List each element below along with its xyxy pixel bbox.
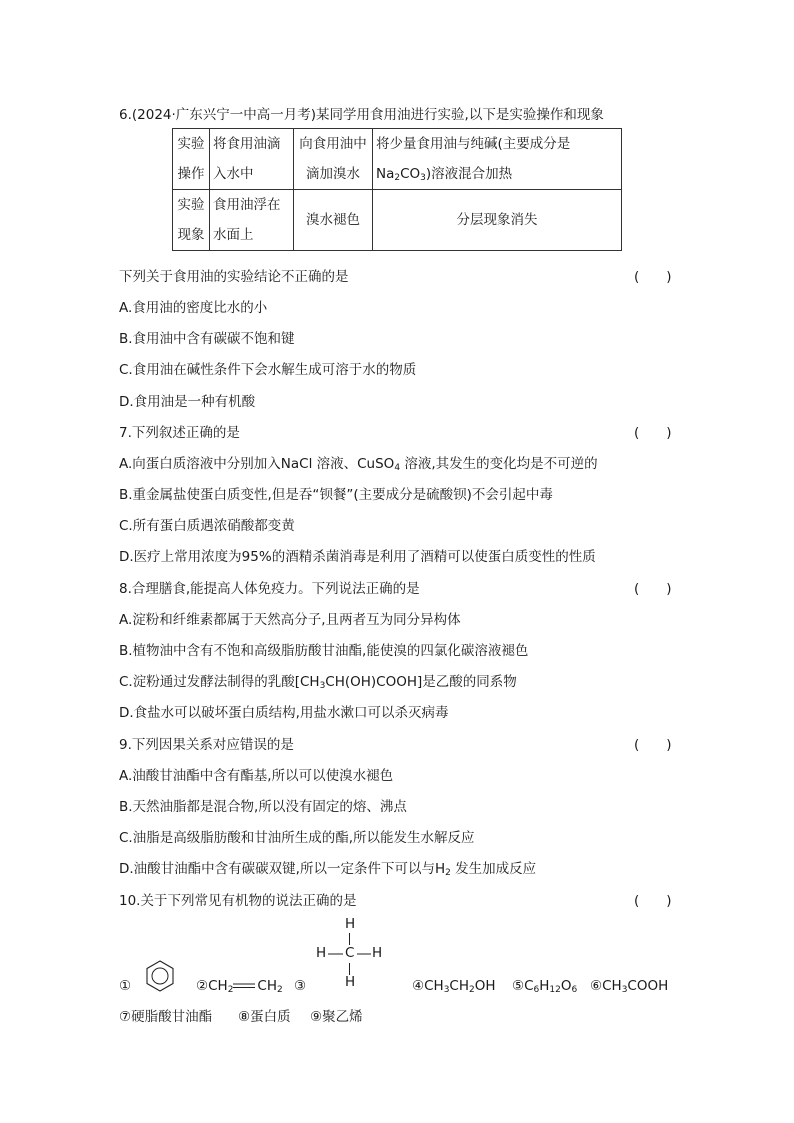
table-cell: 将少量食用油与纯碱(主要成分是 $Na_2CO_3$)溶液混合加热 bbox=[373, 129, 622, 190]
table-cell: 将食用油滴 入水中 bbox=[210, 129, 294, 190]
q6-title: 6.(2024·广东兴宁一中高一月考)某同学用食用油进行实验,以下是实验操作和现象 bbox=[119, 107, 604, 123]
q8-title: 8.合理膳食,能提高人体免疫力。下列说法正确的是 bbox=[119, 581, 420, 597]
answer-blank: ( ) bbox=[634, 893, 672, 909]
q7-option-d: D.医疗上常用浓度为95%的酒精杀菌消毒是利用了酒精可以使蛋白质变性的性质 bbox=[119, 549, 596, 565]
table-cell: 向食用油中 滴加溴水 bbox=[294, 129, 373, 190]
q8-option-d: D.食盐水可以破坏蛋白质结构,用盐水漱口可以杀灭病毒 bbox=[119, 705, 449, 721]
q9-option-d: D.油酸甘油酯中含有碳碳双键,所以一定条件下可以与$H_2$ 发生加成反应 bbox=[119, 861, 537, 878]
q10-item-3: ③ bbox=[294, 978, 307, 994]
q8-option-b: B.植物油中含有不饱和高级脂肪酸甘油酯,能使溴的四氯化碳溶液褪色 bbox=[119, 643, 529, 659]
table-header-operation: 实验 操作 bbox=[173, 129, 210, 190]
methane-bonds-icon bbox=[316, 916, 386, 996]
answer-blank: ( ) bbox=[634, 269, 672, 285]
q10-title: 10.关于下列常见有机物的说法正确的是 bbox=[119, 893, 357, 909]
table-header-phenomenon: 实验 现象 bbox=[173, 190, 210, 251]
q10-item-6: $⑥CH_3COOH$ bbox=[590, 978, 669, 995]
q6-option-b: B.食用油中含有碳碳不饱和键 bbox=[119, 331, 295, 347]
benzene-structure-icon bbox=[140, 958, 180, 992]
q9-option-c: C.油脂是高级脂肪酸和甘油所生成的酯,所以能发生水解反应 bbox=[119, 830, 475, 846]
q10-item-4: $④CH_3CH_2OH$ bbox=[412, 978, 496, 995]
table-cell: 分层现象消失 bbox=[373, 190, 622, 251]
q6-option-c: C.食用油在碱性条件下会水解生成可溶于水的物质 bbox=[119, 362, 417, 378]
q9-option-a: A.油酸甘油酯中含有酯基,所以可以使溴水褪色 bbox=[119, 768, 394, 784]
double-bond-icon bbox=[232, 982, 256, 990]
q8-option-a: A.淀粉和纤维素都属于天然高分子,且两者互为同分异构体 bbox=[119, 612, 461, 628]
q6-option-d: D.食用油是一种有机酸 bbox=[119, 394, 256, 410]
q7-option-b: B.重金属盐使蛋白质变性,但是吞“钡餐”(主要成分是硫酸钡)不会引起中毒 bbox=[119, 487, 553, 503]
q8-option-c: C.淀粉通过发酵法制得的乳酸$[CH_3CH(OH)COOH]$是乙酸的同系物 bbox=[119, 674, 517, 691]
answer-blank: ( ) bbox=[634, 581, 672, 597]
table-cell: 溴水褪色 bbox=[294, 190, 373, 251]
table-cell: 食用油浮在 水面上 bbox=[210, 190, 294, 251]
q7-option-a: A.向蛋白质溶液中分别加入NaCl 溶液、CuSO$_4$ 溶液,其发生的变化均是不可逆的 bbox=[119, 456, 598, 473]
q7-title: 7.下列叙述正确的是 bbox=[119, 425, 240, 441]
answer-blank: ( ) bbox=[634, 737, 672, 753]
q10-item-9: ⑨聚乙烯 bbox=[310, 1009, 363, 1025]
q10-item-2: $②CH_2$ $CH_2$ bbox=[196, 978, 283, 995]
q10-item-7: ⑦硬脂酸甘油酯 bbox=[119, 1009, 213, 1025]
experiment-table bbox=[172, 128, 622, 251]
table-row-phenomenon bbox=[173, 190, 622, 251]
table-row-operation bbox=[173, 129, 622, 190]
q9-title: 9.下列因果关系对应错误的是 bbox=[119, 737, 294, 753]
q7-option-c: C.所有蛋白质遇浓硝酸都变黄 bbox=[119, 518, 295, 534]
answer-blank: ( ) bbox=[634, 425, 672, 441]
q9-option-b: B.天然油脂都是混合物,所以没有固定的熔、沸点 bbox=[119, 799, 407, 815]
q6-stem: 下列关于食用油的实验结论不正确的是 bbox=[119, 269, 349, 285]
q10-item-8: ⑧蛋白质 bbox=[238, 1009, 291, 1025]
q6-option-a: A.食用油的密度比水的小 bbox=[119, 300, 268, 316]
q10-item-1: ① bbox=[119, 978, 132, 994]
methane-structure: H H C H H bbox=[316, 916, 386, 996]
q10-item-5: $⑤C_6H_{12}O_6$ bbox=[512, 978, 578, 995]
